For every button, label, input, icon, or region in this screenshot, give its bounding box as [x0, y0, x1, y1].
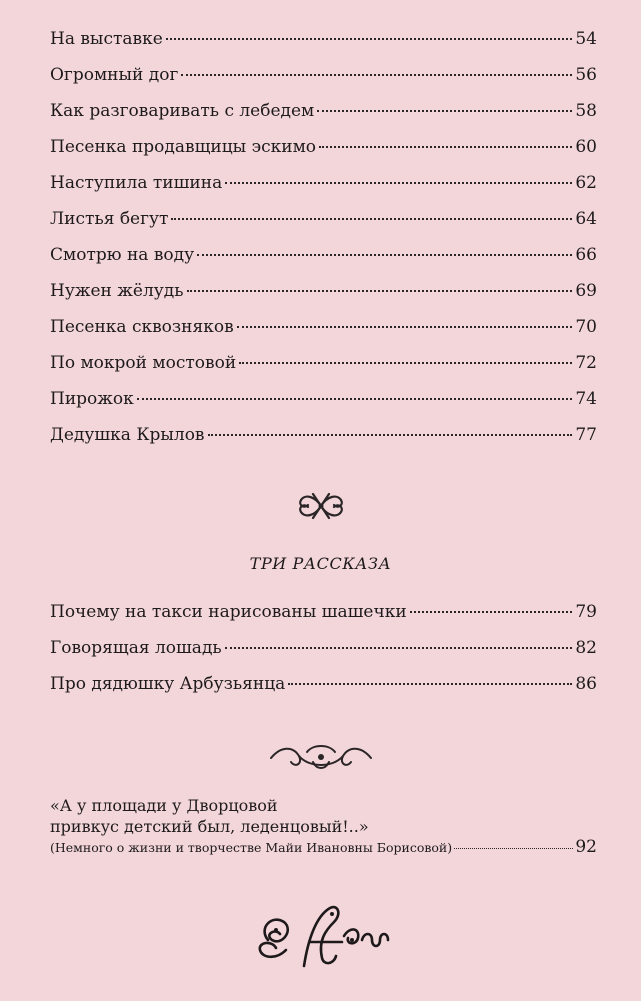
- dot-leader: [410, 611, 573, 613]
- page-number: 86: [575, 674, 597, 694]
- entry-title: Говорящая лошадь: [50, 638, 222, 658]
- flourish-ornament-icon: [0, 486, 641, 530]
- dot-leader: [197, 254, 572, 256]
- page-number: 79: [575, 602, 597, 622]
- toc-entry: [50, 425, 597, 461]
- toc-entry: [50, 65, 597, 101]
- toc-entry: [50, 317, 597, 353]
- dot-leader: [166, 38, 573, 40]
- entry-title: Нужен жёлудь: [50, 281, 184, 301]
- toc-list-stories: [50, 602, 597, 710]
- afterword-subtitle: (Немного о жизни и творчестве Майи Ивановны Борисовой): [50, 840, 453, 855]
- entry-title: По мокрой мостовой: [50, 353, 237, 373]
- page-number: 64: [575, 209, 597, 229]
- dot-leader: [239, 362, 572, 364]
- entry-title: Смотрю на воду: [50, 245, 195, 265]
- page-number: 62: [575, 173, 597, 193]
- entry-title: Как разговаривать с лебедем: [50, 101, 315, 121]
- toc-entry: [50, 137, 597, 173]
- page-number: 74: [575, 389, 597, 409]
- section-title: ТРИ РАССКАЗА: [249, 554, 392, 573]
- toc-list: [50, 29, 597, 461]
- entry-title: На выставке: [50, 29, 163, 49]
- afterword-line: «А у площади у Дворцовой: [50, 796, 278, 815]
- page-number: 66: [575, 245, 597, 265]
- dot-leader: [181, 74, 572, 76]
- toc-entry: [50, 638, 597, 674]
- toc-entry: [50, 101, 597, 137]
- toc-entry: [50, 209, 597, 245]
- page-number: 77: [575, 425, 597, 445]
- toc-entry: [50, 29, 597, 65]
- page-number: 82: [575, 638, 597, 658]
- toc-entry: [50, 281, 597, 317]
- dot-leader: [187, 290, 573, 292]
- dot-leader: [317, 110, 572, 112]
- toc-entry: [50, 245, 597, 281]
- dot-leader: [288, 683, 572, 685]
- page-number: 92: [575, 837, 597, 857]
- monogram-ornament-icon: [0, 900, 641, 979]
- entry-title: Наступила тишина: [50, 173, 223, 193]
- toc-entry: [50, 602, 597, 638]
- toc-entry: [50, 674, 597, 710]
- afterword-entry: [50, 795, 597, 858]
- afterword-line: привкус детский был, леденцовый!..»: [50, 817, 369, 836]
- entry-title: Листья бегут: [50, 209, 169, 229]
- dot-leader: [208, 434, 573, 436]
- dot-leader: [225, 647, 573, 649]
- toc-entry: [50, 353, 597, 389]
- dot-leader: [171, 218, 572, 220]
- entry-title: Песенка продавщицы эскимо: [50, 137, 317, 157]
- page-number: 60: [575, 137, 597, 157]
- dot-leader: [237, 326, 573, 328]
- dot-leader: [137, 398, 573, 400]
- entry-title: Дедушка Крылов: [50, 425, 205, 445]
- page-number: 72: [575, 353, 597, 373]
- page-number: 56: [575, 65, 597, 85]
- afterword-row: [50, 837, 597, 858]
- toc-entry: [50, 389, 597, 425]
- entry-title: Про дядюшку Арбузьянца: [50, 674, 286, 694]
- page-number: 58: [575, 101, 597, 121]
- page-number: 54: [575, 29, 597, 49]
- page-number: 70: [575, 317, 597, 337]
- scroll-ornament-icon: [0, 738, 641, 782]
- dot-leader: [225, 182, 572, 184]
- entry-title: Почему на такси нарисованы шашечки: [50, 602, 407, 622]
- dot-leader: [319, 146, 572, 148]
- dot-leader: [454, 848, 573, 849]
- entry-title: Огромный дог: [50, 65, 179, 85]
- entry-title: Песенка сквозняков: [50, 317, 234, 337]
- page-number: 69: [575, 281, 597, 301]
- toc-entry: [50, 173, 597, 209]
- entry-title: Пирожок: [50, 389, 134, 409]
